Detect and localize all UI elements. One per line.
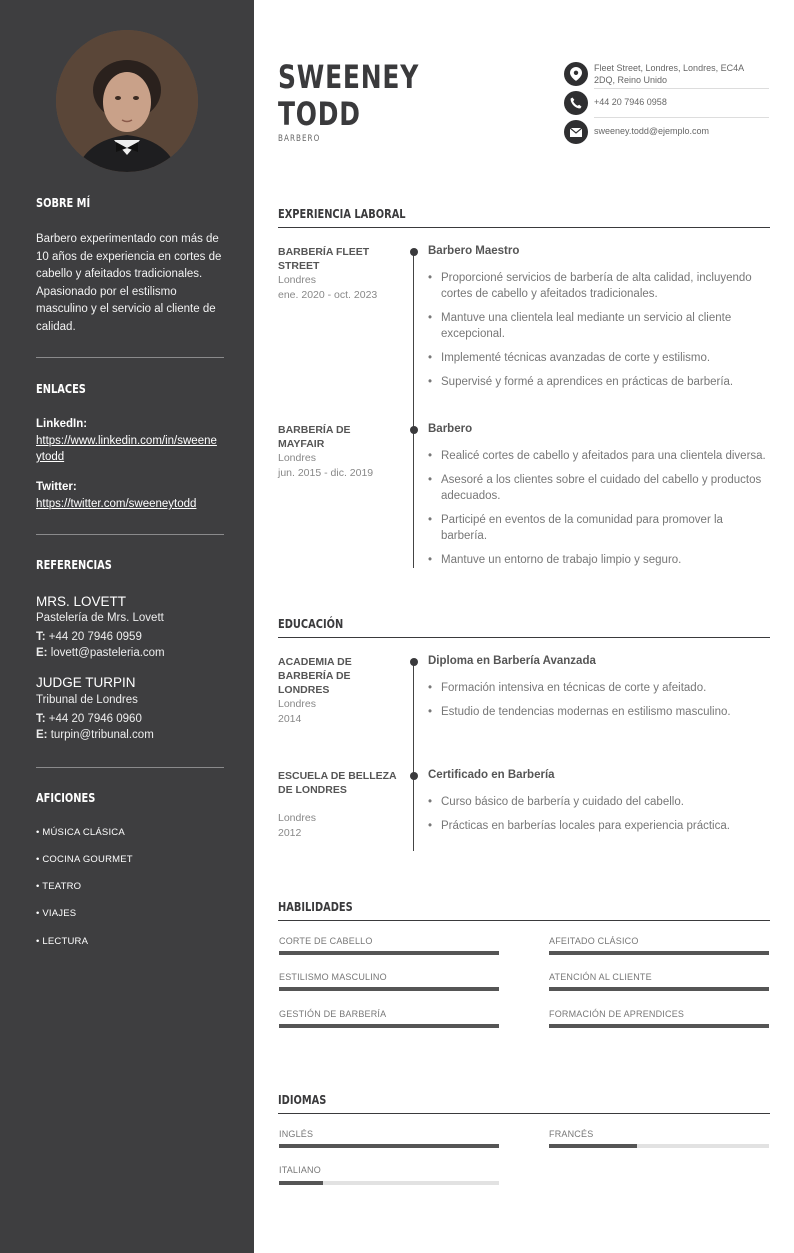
timeline-dot: [410, 658, 418, 666]
language-label: FRANCÉS: [549, 1129, 594, 1139]
skill-bar-fill: [549, 1024, 769, 1028]
experience-dates: ene. 2020 - oct. 2023: [278, 289, 378, 301]
section-rule: [278, 227, 770, 228]
education-bullet: • Estudio de tendencias modernas en estilismo masculino.: [428, 704, 770, 720]
reference-email: [36, 647, 165, 659]
language-label: INGLÉS: [279, 1129, 314, 1139]
education-org: ESCUELA DE BELLEZA DE LONDRES: [278, 770, 397, 796]
job-bullet: • Asesoré a los clientes sobre el cuidado del cabello y productos adecuados.: [428, 472, 770, 504]
reference-phone-value: +44 20 7946 0960: [45, 713, 142, 725]
timeline-dot: [410, 426, 418, 434]
skill-bar: [279, 1024, 499, 1028]
job-bullet: • Implementé técnicas avanzadas de corte y estilismo.: [428, 350, 770, 366]
hobby-item: • LECTURA: [36, 936, 89, 947]
education-bullet: • Formación intensiva en técnicas de corte y afeitado.: [428, 680, 770, 696]
twitter-label: Twitter:: [36, 481, 77, 493]
contact-divider: [594, 117, 769, 118]
degree-title: Diploma en Barbería Avanzada: [428, 655, 596, 667]
education-bullet: • Prácticas en barberías locales para experiencia práctica.: [428, 818, 770, 834]
skill-label: ESTILISMO MASCULINO: [279, 972, 387, 982]
envelope-icon: [564, 120, 588, 144]
language-bar: [279, 1181, 499, 1185]
skill-bar: [549, 987, 769, 991]
language-bar: [549, 1144, 769, 1148]
job-title: Barbero Maestro: [428, 245, 520, 257]
skill-label: GESTIÓN DE BARBERÍA: [279, 1009, 387, 1019]
reference-org: Pastelería de Mrs. Lovett: [36, 612, 164, 624]
name-last: TODD: [278, 95, 361, 133]
experience-city: Londres: [278, 452, 316, 464]
reference-name: MRS. LOVETT: [36, 594, 127, 609]
reference-phone-value: +44 20 7946 0959: [45, 631, 142, 643]
section-rule: [278, 1113, 770, 1114]
skill-bar: [549, 951, 769, 955]
experience-heading: EXPERIENCIA LABORAL: [278, 207, 406, 221]
divider: [36, 767, 224, 768]
reference-phone: [36, 713, 142, 725]
job-bullet: • Participé en eventos de la comunidad para promover la barbería.: [428, 512, 770, 544]
language-bar-fill: [549, 1144, 637, 1148]
reference-email-value: turpin@tribunal.com: [47, 729, 154, 741]
contact-phone: +44 20 7946 0958: [594, 97, 667, 107]
timeline-dot: [410, 772, 418, 780]
contact-email[interactable]: sweeney.todd@ejemplo.com: [594, 126, 710, 136]
divider: [36, 357, 224, 358]
divider: [36, 534, 224, 535]
education-heading: EDUCACIÓN: [278, 617, 344, 631]
reference-email-value: lovett@pasteleria.com: [47, 647, 165, 659]
skill-bar-fill: [279, 987, 499, 991]
hobby-item: • MÚSICA CLÁSICA: [36, 827, 125, 838]
location-pin-icon: [564, 62, 588, 86]
education-org: ACADEMIA DE BARBERÍA DE LONDRES: [278, 656, 352, 696]
name-first: SWEENEY: [278, 58, 420, 96]
hobbies-heading: AFICIONES: [36, 791, 96, 805]
skill-bar: [279, 951, 499, 955]
links-heading: ENLACES: [36, 382, 86, 396]
skill-label: AFEITADO CLÁSICO: [549, 936, 639, 946]
contact-address: Fleet Street, Londres, Londres, EC4A 2DQ, Reino Unido: [594, 63, 744, 85]
linkedin-link[interactable]: https://www.linkedin.com/in/sweeneytodd: [36, 435, 217, 463]
language-bar: [279, 1144, 499, 1148]
education-bullet: • Curso básico de barbería y cuidado del cabello.: [428, 794, 770, 810]
degree-title: Certificado en Barbería: [428, 769, 555, 781]
skill-bar-fill: [279, 1024, 499, 1028]
education-dates: 2012: [278, 827, 302, 839]
reference-name: JUDGE TURPIN: [36, 675, 136, 690]
education-city: Londres: [278, 698, 316, 710]
reference-org: Tribunal de Londres: [36, 694, 138, 706]
job-title: Barbero: [428, 423, 473, 435]
profile-photo: [56, 30, 198, 172]
references-heading: REFERENCIAS: [36, 558, 112, 572]
timeline-dot: [410, 248, 418, 256]
skills-heading: HABILIDADES: [278, 900, 353, 914]
experience-dates: jun. 2015 - dic. 2019: [278, 467, 374, 479]
experience-org: BARBERÍA FLEET STREET: [278, 246, 370, 272]
sidebar: [0, 0, 254, 1253]
hobby-item: • VIAJES: [36, 908, 77, 919]
reference-email-label: E:: [36, 729, 48, 741]
experience-city: Londres: [278, 274, 316, 286]
job-bullet: • Realicé cortes de cabello y afeitados para una clientela diversa.: [428, 448, 770, 464]
education-dates: 2014: [278, 713, 302, 725]
role-title: BARBERO: [278, 134, 321, 144]
skill-label: FORMACIÓN DE APRENDICES: [549, 1009, 685, 1019]
skill-label: CORTE DE CABELLO: [279, 936, 373, 946]
reference-phone: [36, 631, 142, 643]
skill-bar-fill: [279, 951, 499, 955]
reference-email-label: E:: [36, 647, 48, 659]
contact-divider: [594, 88, 769, 89]
skill-label: ATENCIÓN AL CLIENTE: [549, 972, 652, 982]
timeline-line: [413, 662, 414, 851]
experience-org: BARBERÍA DE MAYFAIR: [278, 424, 351, 450]
section-rule: [278, 920, 770, 921]
section-rule: [278, 637, 770, 638]
reference-phone-label: T:: [36, 631, 46, 643]
skill-bar-fill: [549, 951, 769, 955]
hobby-item: • COCINA GOURMET: [36, 854, 133, 865]
twitter-link[interactable]: https://twitter.com/sweeneytodd: [36, 498, 197, 510]
skill-bar-fill: [549, 987, 769, 991]
education-city: Londres: [278, 812, 316, 824]
language-label: ITALIANO: [279, 1165, 321, 1175]
skill-bar: [279, 987, 499, 991]
language-bar-fill: [279, 1144, 499, 1148]
job-bullet: • Mantuve un entorno de trabajo limpio y seguro.: [428, 552, 770, 568]
about-text: Barbero experimentado con más de 10 años de experiencia en cortes de cabello y afeitados tradicionales. Apasionado por el estilismo masculino y el servicio al cliente de calidad.: [36, 233, 222, 333]
phone-icon: [564, 91, 588, 115]
language-bar-fill: [279, 1181, 323, 1185]
job-bullet: • Supervisé y formé a aprendices en prácticas de barbería.: [428, 374, 770, 390]
job-bullet: • Proporcioné servicios de barbería de alta calidad, incluyendo cortes de cabello y afeitados tradicionales.: [428, 270, 770, 302]
reference-phone-label: T:: [36, 713, 46, 725]
languages-heading: IDIOMAS: [278, 1093, 327, 1107]
skill-bar: [549, 1024, 769, 1028]
job-bullet: • Mantuve una clientela leal mediante un servicio al cliente excepcional.: [428, 310, 770, 342]
hobby-item: • TEATRO: [36, 881, 82, 892]
linkedin-label: LinkedIn:: [36, 418, 88, 430]
about-heading: SOBRE MÍ: [36, 196, 91, 210]
timeline-line: [413, 252, 414, 568]
reference-email: [36, 729, 154, 741]
